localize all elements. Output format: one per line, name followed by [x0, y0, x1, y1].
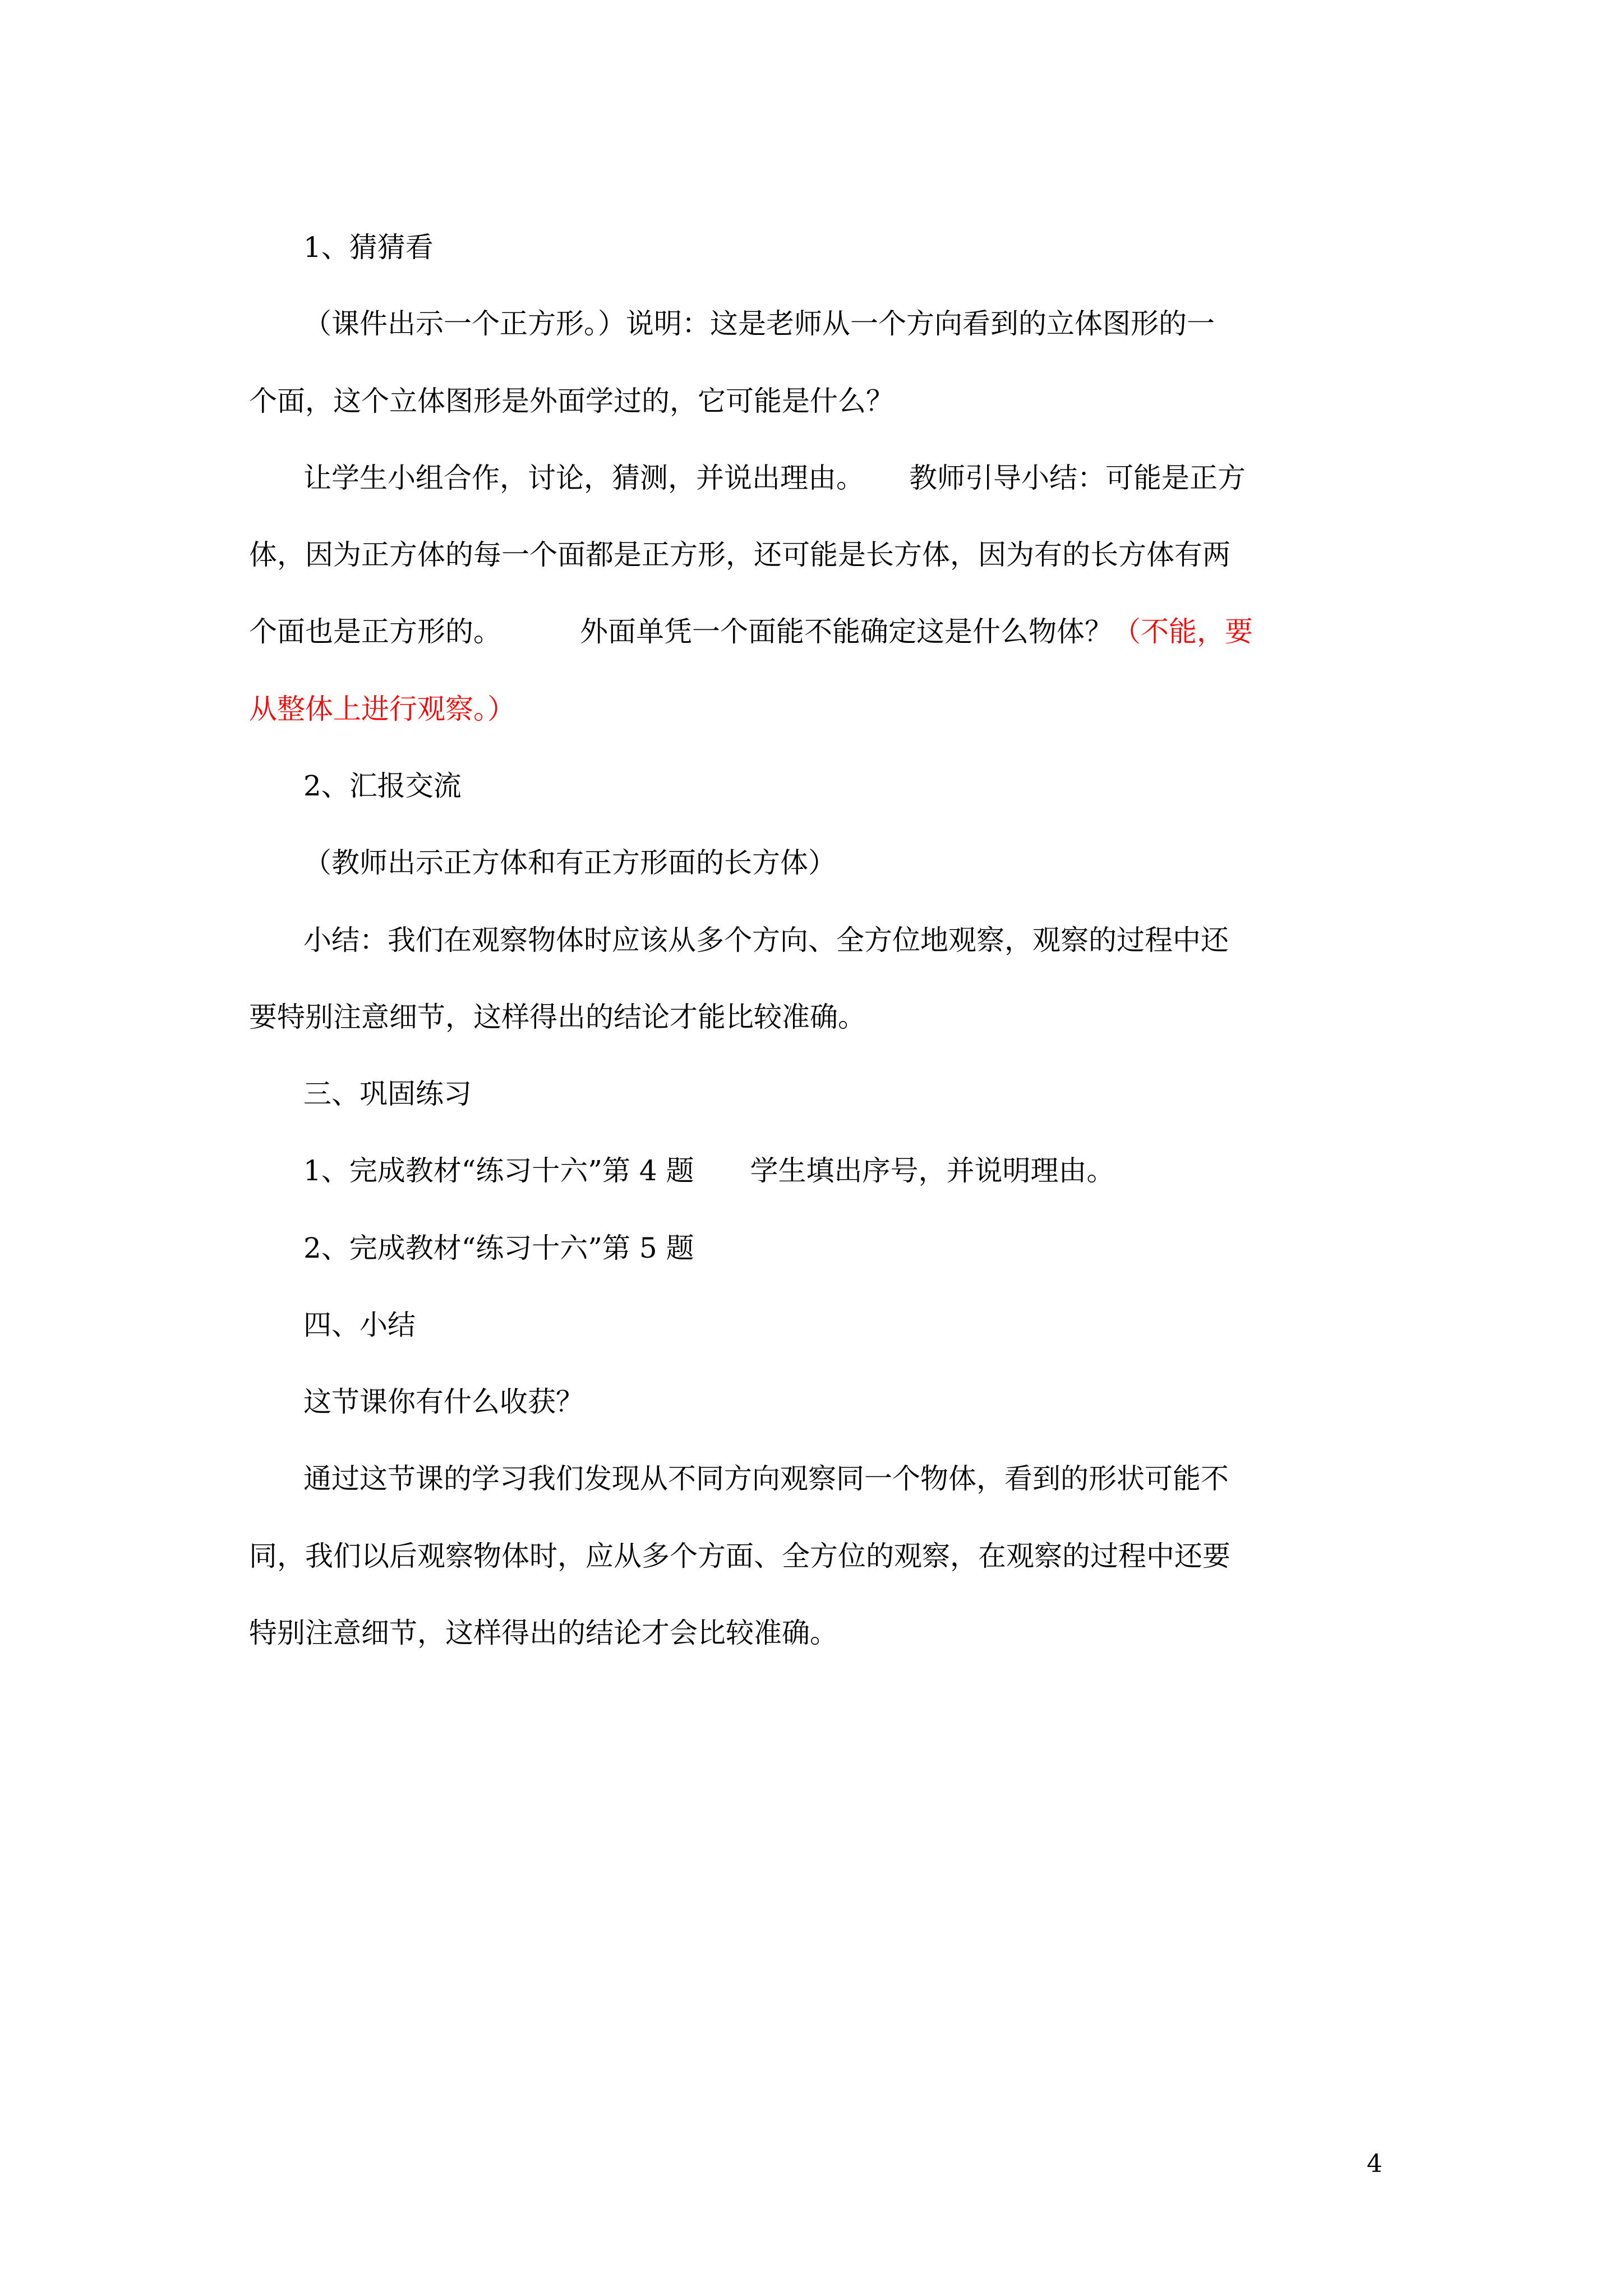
paragraph-segment: 让学生小组合作，讨论，猜测，并说出理由。: [303, 462, 864, 494]
paragraph-segment: 个面也是正方形的。: [249, 615, 501, 648]
paragraph-line: [249, 615, 1253, 648]
paragraph-line: [303, 461, 1246, 495]
exercise-line: 2、完成教材“练习十六”第 5 题: [303, 1232, 694, 1264]
exercise-line: [303, 1154, 1115, 1188]
heading-report: 2、汇报交流: [303, 770, 462, 802]
conclusion-line: 同，我们以后观察物体时，应从多个方面、全方位的观察，在观察的过程中还要: [249, 1540, 1230, 1572]
conclusion-line: 特别注意细节，这样得出的结论才会比较准确。: [249, 1617, 838, 1649]
paragraph-segment: 教师引导小结：可能是正方: [909, 462, 1246, 494]
summary-line: 小结：我们在观察物体时应该从多个方向、全方位地观察，观察的过程中还: [303, 924, 1229, 956]
exercise-segment: 1、完成教材“练习十六”第 4 题: [303, 1154, 694, 1187]
answer-highlight-line: 从整体上进行观察。）: [249, 693, 515, 725]
paragraph-line: （课件出示一个正方形。）说明：这是老师从一个方向看到的立体图形的一: [303, 307, 1215, 340]
paragraph-line: 个面，这个立体图形是外面学过的，它可能是什么？: [249, 385, 894, 417]
question-line: 这节课你有什么收获？: [303, 1386, 584, 1418]
heading-guess: 1、猜猜看: [303, 231, 434, 264]
summary-line: 要特别注意细节，这样得出的结论才能比较准确。: [249, 1001, 866, 1033]
answer-highlight: （不能，要: [1113, 615, 1253, 648]
conclusion-line: 通过这节课的学习我们发现从不同方向观察同一个物体，看到的形状可能不: [303, 1462, 1229, 1495]
exercise-segment: 学生填出序号，并说明理由。: [750, 1154, 1115, 1187]
section-heading-summary: 四、小结: [303, 1309, 416, 1341]
paragraph-segment: 外面单凭一个面能不能确定这是什么物体？: [580, 615, 1113, 648]
section-heading-practice: 三、巩固练习: [303, 1078, 472, 1110]
paragraph-line: （教师出示正方体和有正方形面的长方体）: [303, 846, 836, 879]
page-number: 4: [1367, 2150, 1382, 2178]
paragraph-line: 体，因为正方体的每一个面都是正方形，还可能是长方体，因为有的长方体有两: [249, 539, 1230, 571]
